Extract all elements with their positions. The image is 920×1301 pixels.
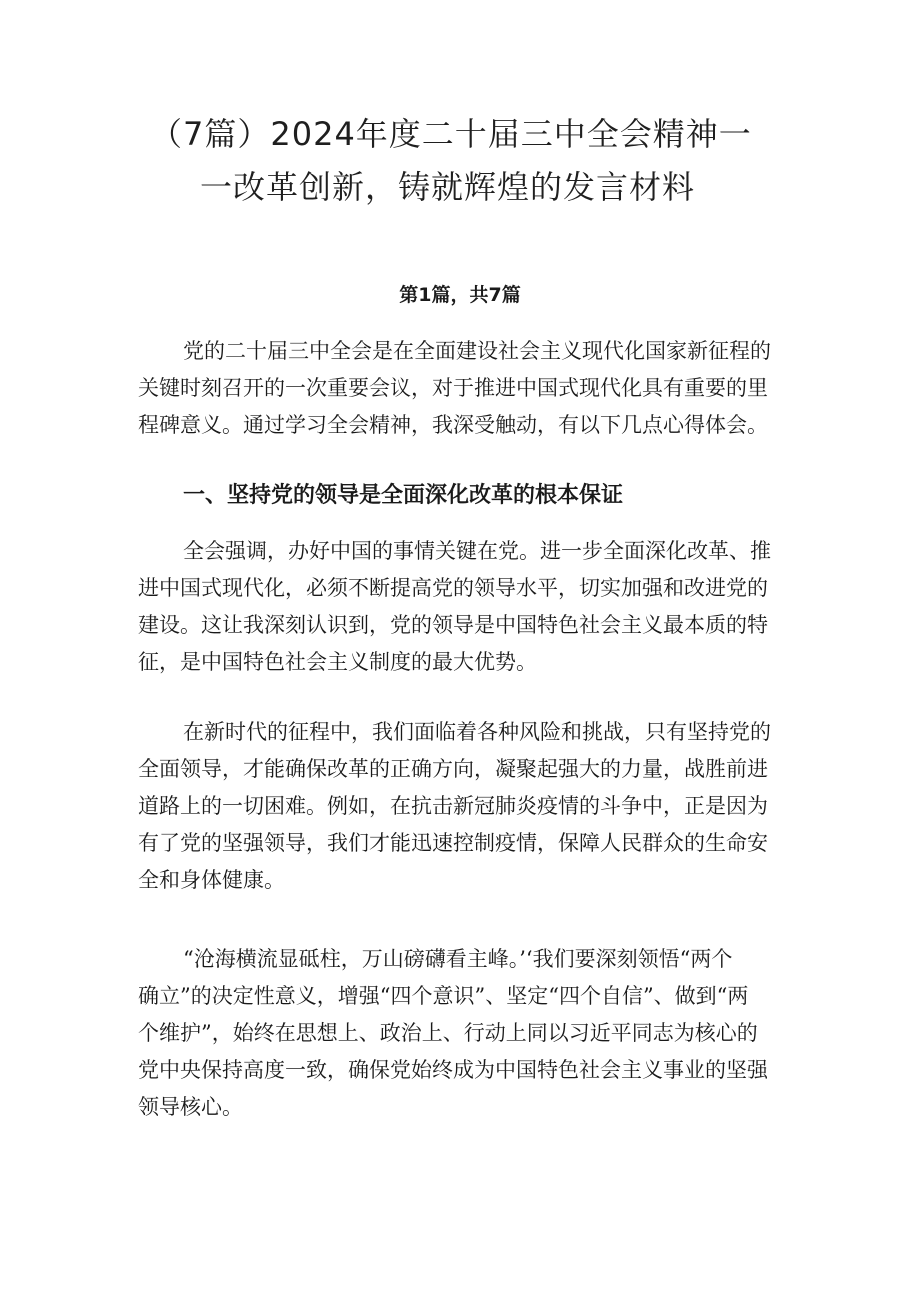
text-line: 个维护”，始终在思想上、政治上、行动上同以习近平同志为核心的 — [138, 1021, 758, 1045]
text-line: 全会强调，办好中国的事情关键在党。进一步全面深化改革、推 — [183, 539, 771, 563]
intro-paragraph — [138, 333, 798, 444]
text-line: 有了党的坚强领导，我们才能迅速控制疫情，保障人民群众的生命安 — [138, 831, 768, 855]
text-line: 程碑意义。通过学习全会精神，我深受触动，有以下几点心得体会。 — [138, 413, 768, 437]
text-line: 在新时代的征程中，我们面临着各种风险和挑战，只有坚持党的 — [183, 720, 771, 744]
body-paragraph-1 — [138, 533, 798, 681]
text-line: 道路上的一切困难。例如，在抗击新冠肺炎疫情的斗争中，正是因为 — [138, 794, 768, 818]
text-line: 党的二十届三中全会是在全面建设社会主义现代化国家新征程的 — [183, 339, 771, 363]
text-line: 进中国式现代化，必须不断提高党的领导水平，切实加强和改进党的 — [138, 576, 768, 600]
text-line: 全和身体健康。 — [138, 868, 285, 892]
body-paragraph-3 — [138, 941, 798, 1126]
body-paragraph-2 — [138, 714, 798, 899]
text-line: 关键时刻召开的一次重要会议，对于推进中国式现代化具有重要的里 — [138, 376, 768, 400]
part-label: 第1篇，共7篇 — [399, 284, 521, 306]
text-line: 征，是中国特色社会主义制度的最大优势。 — [138, 650, 537, 674]
title-line-2: 一改革创新，铸就辉煌的发言材料 — [200, 168, 696, 206]
section-heading: 一、坚持党的领导是全面深化改革的根本保证 — [183, 483, 624, 508]
text-line: 建设。这让我深刻认识到，党的领导是中国特色社会主义最本质的特 — [138, 613, 768, 637]
text-line: 党中央保持高度一致，确保党始终成为中国特色社会主义事业的坚强 — [138, 1058, 768, 1082]
text-line: 确立”的决定性意义，增强“四个意识”、坚定“四个自信”、做到“两 — [138, 984, 749, 1008]
text-line: “沧海横流显砥柱，万山磅礴看主峰。’‘我们要深刻领悟“两个 — [183, 947, 733, 971]
title-line-1: （7篇）2024年度二十届三中全会精神一 — [150, 115, 752, 153]
document-title — [150, 108, 790, 214]
text-line: 全面领导，才能确保改革的正确方向，凝聚起强大的力量，战胜前进 — [138, 757, 768, 781]
text-line: 领导核心。 — [138, 1095, 243, 1119]
